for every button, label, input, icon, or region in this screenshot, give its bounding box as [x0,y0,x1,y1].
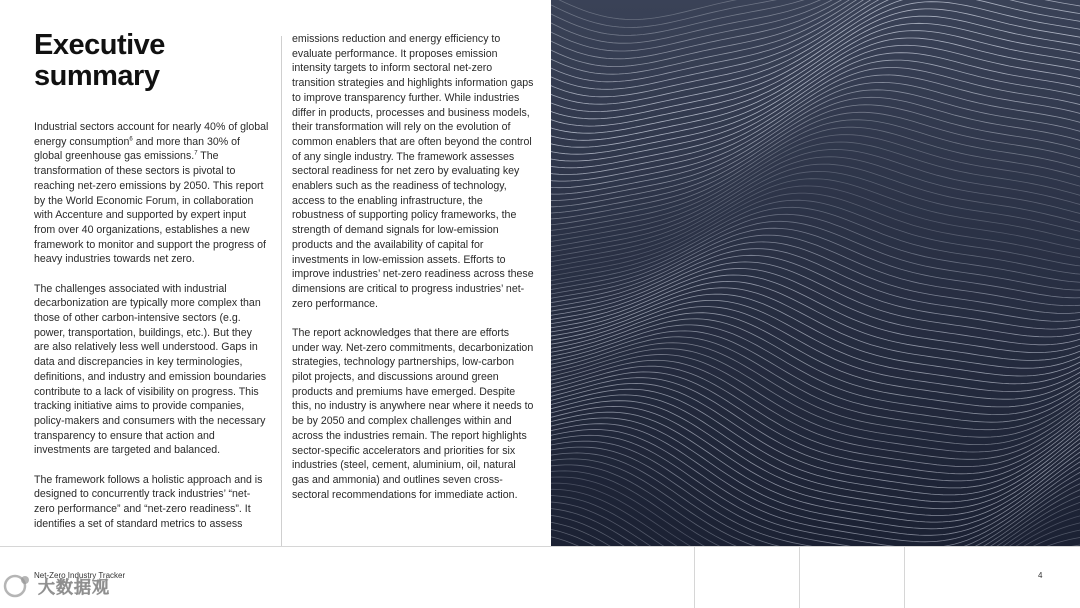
footnote-marker[interactable]: 7 [194,150,198,157]
paragraph-text: The transformation of these sectors is pivotal to reaching net-zero emissions by 2050. This report by the World Economic Forum, in collaboration with Accenture and supported by expert input from over 40 organizations, establishes a new framework to monitor and support the progress of heavy industries towards net zero. [34,150,266,266]
paragraph: The framework follows a holistic approach and is designed to concurrently track industries’ “net-zero performance” and “net-zero readiness”. It identifies a set of standard metrics to assess [34,473,263,530]
column-divider [281,36,282,546]
paragraph: emissions reduction and energy efficiency to evaluate performance. It proposes emission intensity targets to inform sectoral net-zero transition strategies and highlights information gaps to improve transparency further. While industries differ in products, processes and business models, their transformation will rely on the evolution of common enablers that are often beyond the control of any single industry. The framework assesses sectoral readiness for net zero by evaluating key enablers such as the readiness of technology, access to the enabling infrastructure, the robustness of supporting policy frameworks, the strength of demand signals for low-emission products and the availability of capital for investments in low-emission assets. Efforts to improve industries’ net-zero readiness across these dimensions are critical to progress industries’ net-zero performance. [292,33,534,310]
footer-tick [694,546,695,608]
paragraph [34,120,270,267]
middle-text-column [292,32,534,517]
paragraph: The report acknowledges that there are efforts under way. Net-zero commitments, decarbonization strategies, technology partnerships, low-carbon pilot projects, and discussions around green products and premiums have emerged. Despite this, no industry is anywhere near where it needs to be by 2050 and complex challenges within and across the industries remain. The report highlights sector-specific accelerators and priorities for six industries (steel, cement, aluminium, oil, natural gas and ammonia) and outlines seven cross-sectoral recommendations for immediate action. [292,326,534,501]
page-title: Executive summary [34,29,165,92]
paragraph-text: and more than 30% of global greenhouse gas emissions. [34,135,240,163]
footer-report-name: Net-Zero Industry Tracker [34,571,126,580]
paragraph-text: Industrial sectors account for nearly 40% of global energy consumption [34,121,269,148]
image-background [551,0,1080,546]
footnote-marker[interactable]: 6 [129,136,133,143]
page-number: 4 [1038,571,1043,580]
watermark-logo-icon [2,569,34,601]
watermark-text: 大数据观 [38,577,110,597]
watermark [2,568,152,602]
footer-tick [904,546,905,608]
footer-divider [0,546,1080,547]
wave-lines-graphic [551,0,1080,546]
wave-lines-image [551,0,1080,546]
left-text-column [34,120,270,546]
footer-tick [799,546,800,608]
paragraph: The challenges associated with industrial decarbonization are typically more complex than those of other carbon-intensive sectors (e.g. power, transportation, buildings, etc.). But they are also relatively less well understood. Gaps in data and discrepancies in key terminologies, definitions, and industry and emission boundaries contribute to a lack of visibility on progress. This tracking initiative aims to provide companies, policy-makers and consumers with the necessary transparency to ensure that action and investments are targeted and balanced. [34,282,267,457]
